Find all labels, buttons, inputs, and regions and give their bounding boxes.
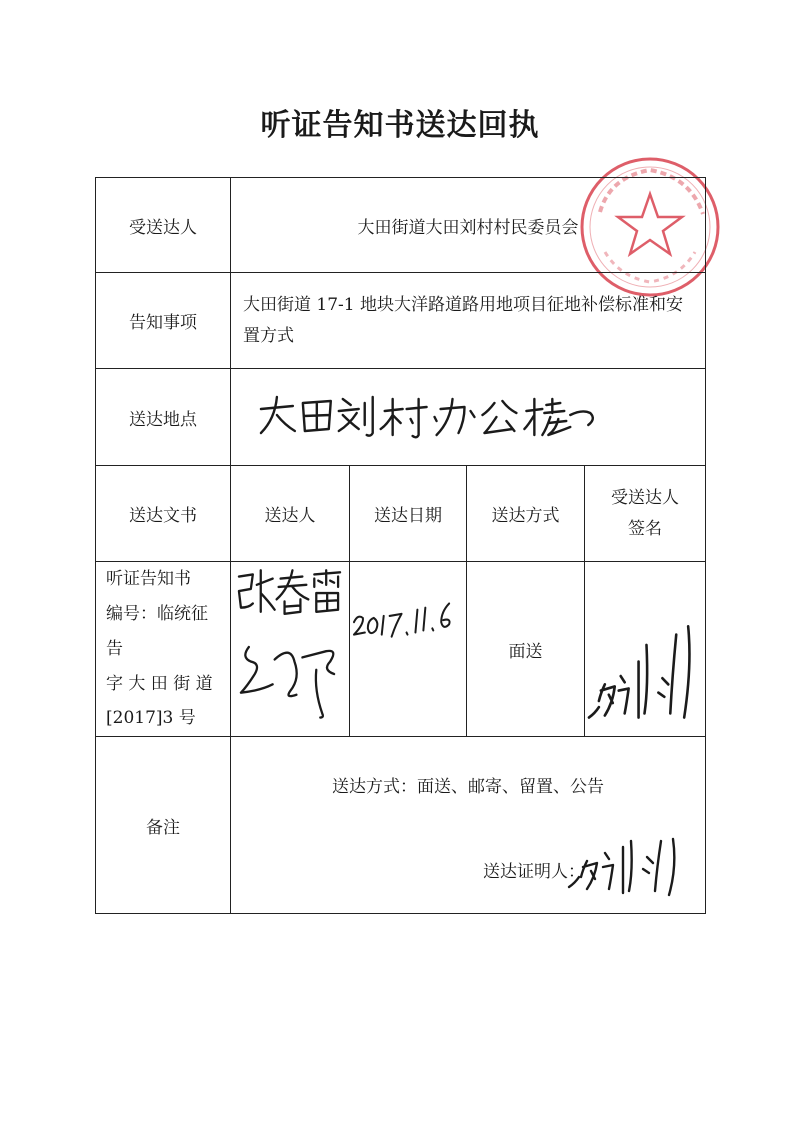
recipient-value: 大田街道大田刘村村民委员会: [231, 178, 706, 273]
matter-value: 大田街道 17-1 地块大洋路道路用地项目征地补偿标准和安置方式: [243, 294, 683, 346]
place-handwritten-cell: [231, 369, 706, 466]
recipient-signature-cell: [585, 562, 706, 737]
place-label: 送达地点: [96, 369, 231, 466]
recipient-label: 受送达人: [96, 178, 231, 273]
receipt-table: [95, 177, 706, 914]
header-server: 送达人: [231, 466, 350, 562]
place-handwriting-icon: [231, 369, 705, 465]
recipient-row: [96, 178, 706, 273]
document-line-3: 字 大 田 街 道: [106, 673, 213, 694]
date-handwriting-icon: [350, 562, 466, 736]
place-row: [96, 369, 706, 466]
server-signature-icon: [231, 562, 349, 736]
remarks-row: [96, 737, 706, 914]
document-line-1: 听证告知书: [106, 569, 191, 589]
matter-row: [96, 273, 706, 369]
header-recipient-sign: 受送达人签名: [611, 487, 679, 539]
header-document: 送达文书: [96, 466, 231, 562]
remarks-label: 备注: [96, 737, 231, 914]
document-line-2: 编号：临统征告: [106, 603, 208, 659]
witness-label: 送达证明人：: [483, 862, 585, 883]
witness-signature-icon: [565, 837, 695, 897]
date-cell: [350, 562, 467, 737]
header-recipient-sign-cell: [585, 466, 706, 562]
matter-value-cell: [231, 273, 706, 369]
method-value: 面送: [467, 562, 585, 737]
recipient-signature-icon: [585, 562, 705, 736]
document-line-4: [2017]3 号: [106, 708, 196, 729]
remarks-methods: 送达方式：面送、邮寄、留置、公告: [332, 777, 604, 798]
header-row: [96, 466, 706, 562]
document-row: [96, 562, 706, 737]
header-method: 送达方式: [467, 466, 585, 562]
document-title: 听证告知书送达回执: [260, 108, 540, 143]
matter-label: 告知事项: [96, 273, 231, 369]
document-cell: [96, 562, 231, 737]
remarks-cell: [231, 737, 706, 914]
server-signature-cell: [231, 562, 350, 737]
header-date: 送达日期: [350, 466, 467, 562]
